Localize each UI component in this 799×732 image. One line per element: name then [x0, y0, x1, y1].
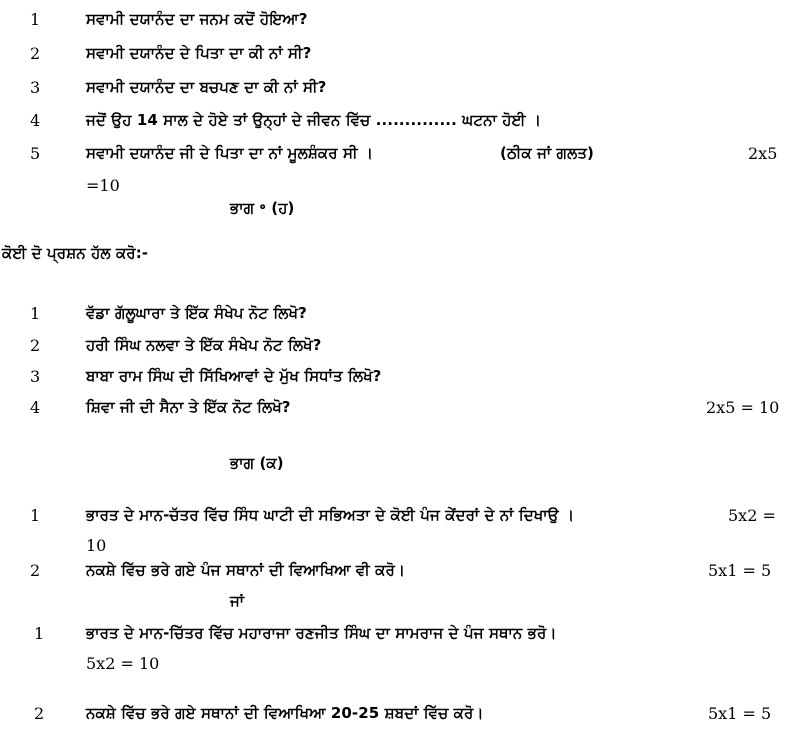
question-text: ਜਦੋਂ ਉਹ 14 ਸਾਲ ਦੇ ਹੋਏ ਤਾਂ ਉਨ੍ਹਾਂ ਦੇ ਜੀਵਨ ਵਿੱਚ .............. ਘਟਨਾ ਹੋਈ । [86, 111, 542, 129]
marks-label: 2x5 [748, 144, 778, 163]
question-number: 4 [30, 398, 41, 417]
question-text: ਸ਼ਿਵਾ ਜੀ ਦੀ ਸੈਨਾ ਤੇ ਇੱਕ ਨੋਟ ਲਿਖੋ? [86, 398, 291, 416]
question-text: ਨਕਸ਼ੇ ਵਿੱਚ ਭਰੇ ਗਏ ਸਥਾਨਾਂ ਦੀ ਵਿਆਖਿਆ 20-25 ਸ਼ਬਦਾਂ ਵਿੱਚ ਕਰੋ। [86, 704, 484, 722]
section-heading: ਭਾਗ (ਕ) [230, 454, 284, 472]
question-number: 3 [30, 78, 41, 97]
or-label: ਜਾਂ [230, 592, 245, 610]
question-number: 2 [34, 704, 45, 723]
question-text: ਸਵਾਮੀ ਦਯਾਨੰਦ ਦੇ ਪਿਤਾ ਦਾ ਕੀ ਨਾਂ ਸੀ? [86, 44, 312, 62]
marks-label: 5x2 = [728, 506, 776, 525]
question-text: ਸਵਾਮੀ ਦਯਾਨੰਦ ਦਾ ਬਚਪਣ ਦਾ ਕੀ ਨਾਂ ਸੀ? [86, 78, 327, 96]
marks-label: 5x1 = 5 [708, 704, 772, 723]
question-text: ਸਵਾਮੀ ਦਯਾਨੰਦ ਜੀ ਦੇ ਪਿਤਾ ਦਾ ਨਾਂ ਮੂਲਸ਼ੰਕਰ ਸੀ । [86, 144, 374, 162]
question-number: 1 [34, 624, 45, 643]
question-number: 1 [30, 506, 41, 525]
marks-continued: 10 [86, 536, 107, 555]
question-text: ਨਕਸ਼ੇ ਵਿੱਚ ਭਰੇ ਗਏ ਪੰਜ ਸਥਾਨਾਂ ਦੀ ਵਿਆਖਿਆ ਵੀ ਕਰੋ। [86, 561, 406, 579]
question-text: ਬਾਬਾ ਰਾਮ ਸਿੰਘ ਦੀ ਸਿੱਖਿਆਵਾਂ ਦੇ ਮੁੱਖ ਸਿਧਾਂਤ ਲਿਖੋ? [86, 367, 382, 385]
marks-label: 5x1 = 5 [708, 561, 772, 580]
marks-continued: 5x2 = 10 [86, 654, 160, 673]
marks-continued: =10 [86, 176, 120, 195]
question-text: ਵੱਡਾ ਗੱਲੂਘਾਰਾ ਤੇ ਇੱਕ ਸੰਖੇਪ ਨੋਟ ਲਿਖੋ? [86, 304, 307, 322]
marks-label: 2x5 = 10 [706, 398, 780, 417]
question-number: 2 [30, 561, 41, 580]
question-number: 1 [30, 304, 41, 323]
question-number: 2 [30, 336, 41, 355]
question-number: 4 [30, 111, 41, 130]
question-number: 3 [30, 367, 41, 386]
section-heading: ਭਾਗ ॰ (ਹ) [230, 199, 295, 217]
question-text: ਸਵਾਮੀ ਦਯਾਨੰਦ ਦਾ ਜਨਮ ਕਦੋਂ ਹੋਇਆ? [86, 10, 308, 28]
question-number: 1 [30, 10, 41, 29]
question-number: 2 [30, 44, 41, 63]
question-text: ਹਰੀ ਸਿੰਘ ਨਲਵਾ ਤੇ ਇੱਕ ਸੰਖੇਪ ਨੋਟ ਲਿਖੋ? [86, 336, 322, 354]
question-number: 5 [30, 144, 41, 163]
true-false-note: (ਠੀਕ ਜਾਂ ਗਲਤ) [500, 144, 594, 162]
question-text: ਭਾਰਤ ਦੇ ਮਾਨ-ਚੱਤਰ ਵਿੱਚ ਸਿੰਧ ਘਾਟੀ ਦੀ ਸਭਿਅਤਾ ਦੇ ਕੋਈ ਪੰਜ ਕੇਂਦਰਾਂ ਦੇ ਨਾਂ ਦਿਖਾਉ । [86, 506, 575, 524]
instruction: ਕੋਈ ਦੋ ਪ੍ਰਸ਼ਨ ਹੱਲ ਕਰੋ:- [2, 244, 149, 262]
question-text: ਭਾਰਤ ਦੇ ਮਾਨ-ਚਿੱਤਰ ਵਿੱਚ ਮਹਾਰਾਜਾ ਰਣਜੀਤ ਸਿੰਘ ਦਾ ਸਾਮਰਾਜ ਦੇ ਪੰਜ ਸਥਾਨ ਭਰੋ। [86, 624, 557, 642]
